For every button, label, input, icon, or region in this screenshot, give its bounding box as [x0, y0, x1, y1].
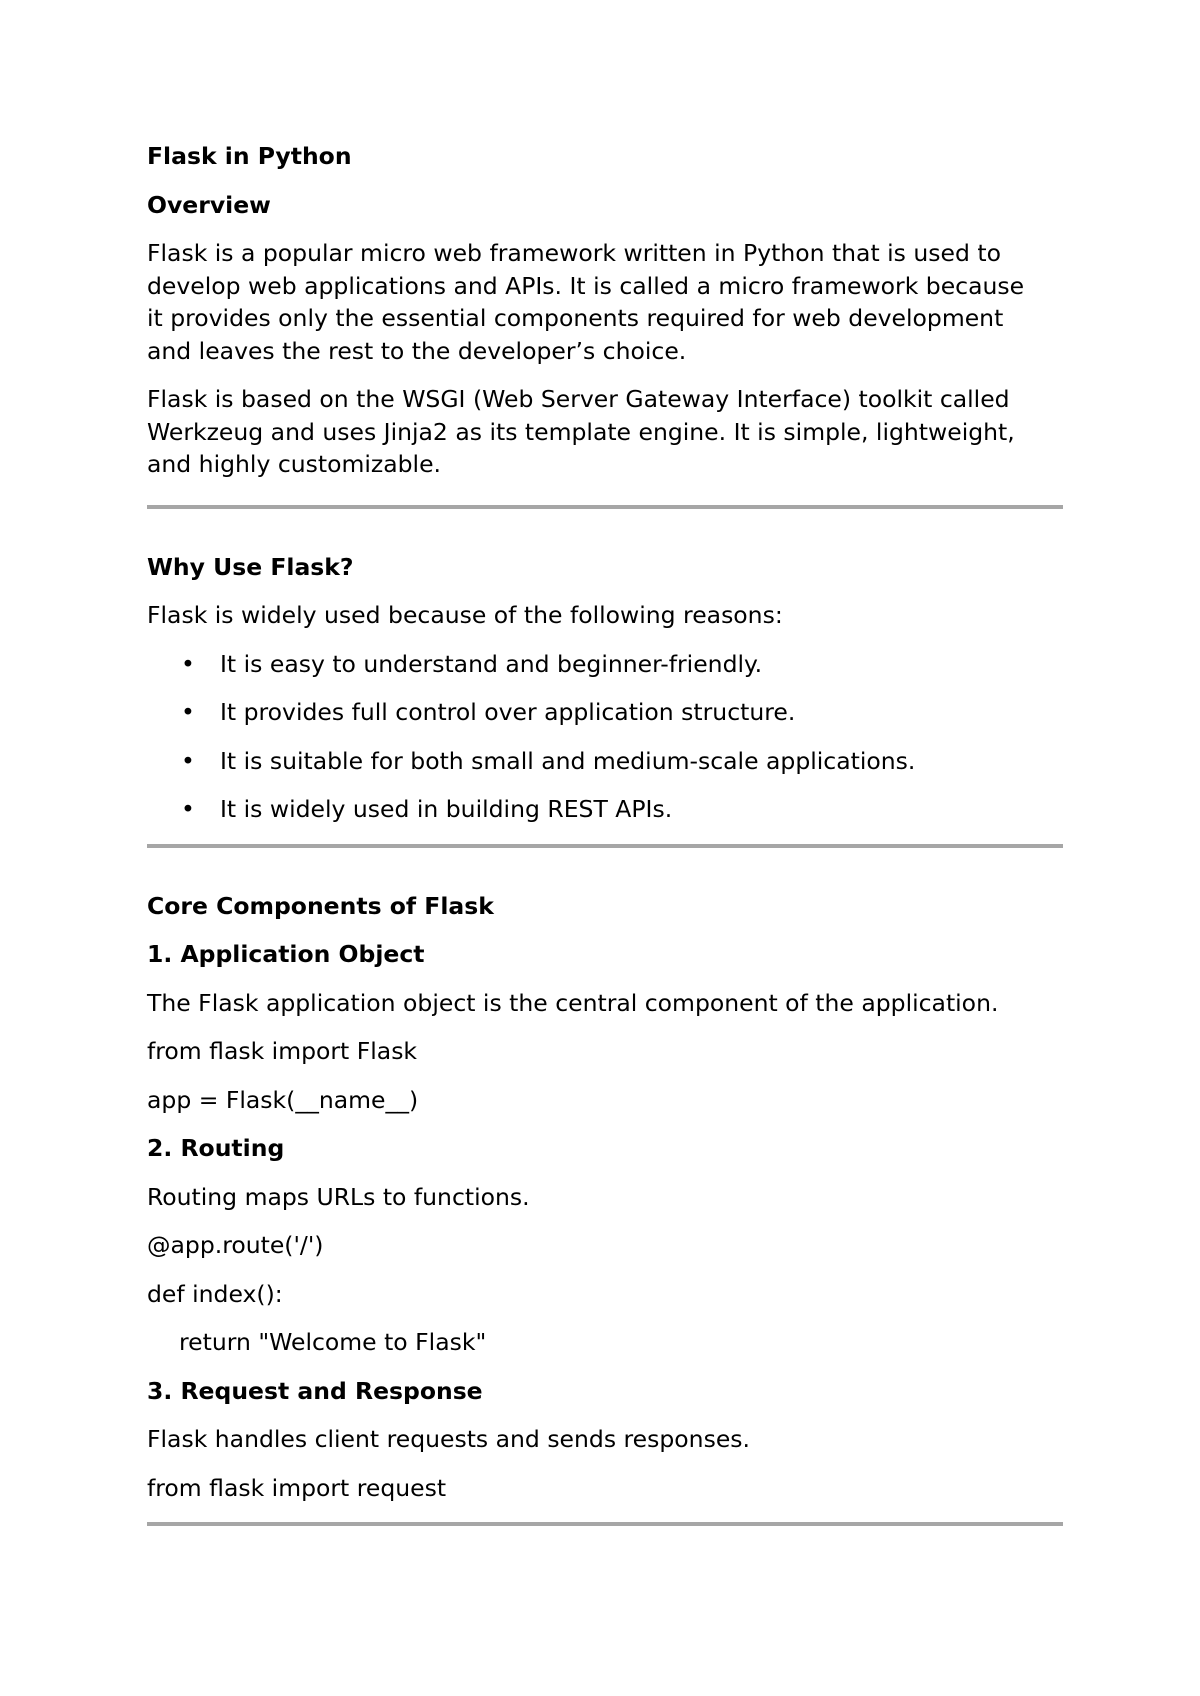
request-response-heading: 3. Request and Response: [147, 1376, 483, 1405]
text-line: Flask is based on the WSGI (Web Server Gateway Interface) toolkit called: [147, 385, 1010, 413]
list-item-text: It is easy to understand and beginner-friendly.: [220, 649, 763, 678]
text-line: and highly customizable.: [147, 450, 442, 478]
list-item: [147, 648, 1063, 681]
core-heading: Core Components of Flask: [147, 891, 494, 920]
code-line: app = Flask(__name__): [147, 1085, 419, 1114]
app-object-description: The Flask application object is the central component of the application.: [147, 988, 999, 1017]
routing-heading: 2. Routing: [147, 1134, 285, 1162]
bullet-icon: •: [181, 649, 195, 678]
text-line: Werkzeug and uses Jinja2 as its template engine. It is simple, lightweight,: [147, 417, 1015, 446]
bullet-icon: •: [181, 698, 195, 726]
overview-heading: Overview: [147, 190, 271, 219]
document-title: Flask in Python: [147, 142, 352, 170]
request-response-description: Flask handles client requests and sends responses.: [147, 1425, 750, 1453]
code-line: return "Welcome to Flask": [179, 1328, 487, 1356]
list-item: [147, 696, 1063, 729]
overview-paragraph-1: [147, 237, 1063, 367]
list-item-text: It is suitable for both small and medium-scale applications.: [220, 746, 916, 775]
list-item-text: It is widely used in building REST APIs.: [220, 795, 673, 823]
section-divider: [147, 1522, 1063, 1526]
why-heading: Why Use Flask?: [147, 552, 354, 581]
text-line: and leaves the rest to the developer’s choice.: [147, 336, 687, 365]
list-item: [147, 793, 1063, 826]
text-line: Flask is a popular micro web framework written in Python that is used to: [147, 239, 1001, 267]
bullet-icon: •: [181, 795, 195, 823]
list-item-text: It provides full control over application structure.: [220, 698, 796, 726]
text-line: it provides only the essential components required for web development: [147, 304, 1004, 332]
text-line: develop web applications and APIs. It is called a micro framework because: [147, 271, 1025, 300]
routing-description: Routing maps URLs to functions.: [147, 1182, 530, 1211]
code-line: @app.route('/'): [147, 1231, 324, 1259]
list-item: [147, 745, 1063, 778]
app-object-heading: 1. Application Object: [147, 940, 425, 968]
code-line: from flask import Flask: [147, 1037, 418, 1065]
code-line: def index():: [147, 1279, 283, 1308]
why-intro: Flask is widely used because of the following reasons:: [147, 601, 783, 629]
document-page: [147, 140, 1063, 1526]
code-line: from flask import request: [147, 1473, 447, 1502]
reasons-list: [147, 648, 1063, 826]
overview-paragraph-2: [147, 383, 1063, 481]
bullet-icon: •: [181, 746, 195, 775]
